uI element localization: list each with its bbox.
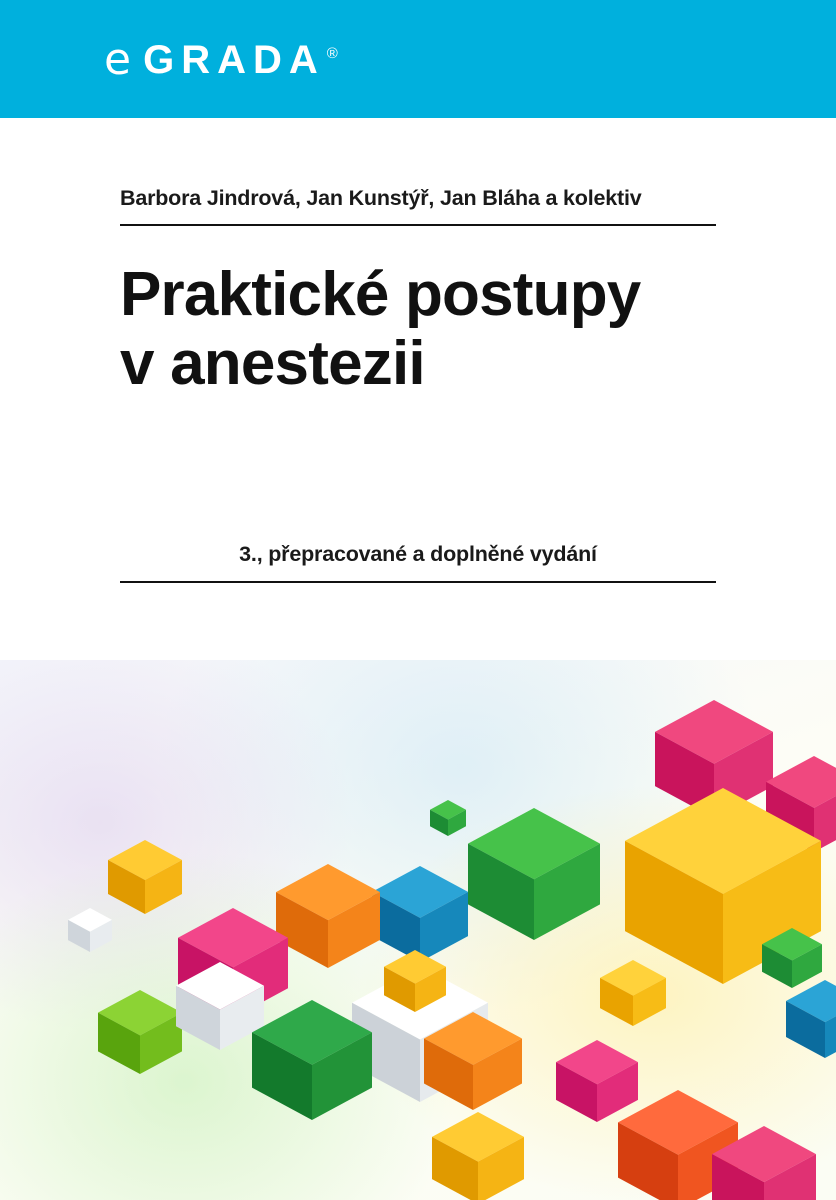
artwork-cube: [98, 990, 182, 1074]
artwork-cube: [712, 1126, 816, 1200]
edition-divider: [120, 581, 716, 583]
publisher-banner: [0, 0, 836, 118]
authors-divider: [120, 224, 716, 226]
artwork-cube: [384, 950, 446, 1012]
artwork-cube: [176, 962, 264, 1050]
artwork-cube: [468, 808, 600, 940]
artwork-cube: [252, 1000, 372, 1120]
book-edition: 3., přepracované a doplněné vydání: [239, 542, 597, 567]
artwork-cube: [430, 800, 466, 836]
artwork-cube: [786, 980, 836, 1058]
page-title: [120, 260, 716, 399]
registered-trademark-icon: ®: [326, 45, 338, 62]
book-title-line-1: Praktické postupy: [120, 259, 641, 329]
artwork-cube: [600, 960, 666, 1026]
artwork-cube: [276, 864, 380, 968]
grada-logo-mark: e: [104, 34, 132, 85]
artwork-cube: [108, 840, 182, 914]
artwork-cube: [432, 1112, 524, 1200]
cover-artwork: [0, 660, 836, 1200]
artwork-cube: [424, 1012, 522, 1110]
grada-logo: [104, 34, 338, 85]
artwork-cube: [372, 866, 468, 962]
book-title-line-2: v anestezii: [120, 328, 425, 398]
artwork-cube: [68, 908, 112, 952]
artwork-cube: [762, 928, 822, 988]
edition-block: [120, 542, 716, 583]
grada-logo-wordmark: GRADA: [143, 38, 325, 82]
book-authors: Barbora Jindrová, Jan Kunstýř, Jan Bláha a kolektiv: [120, 186, 642, 210]
cover-text-block: [120, 186, 716, 583]
